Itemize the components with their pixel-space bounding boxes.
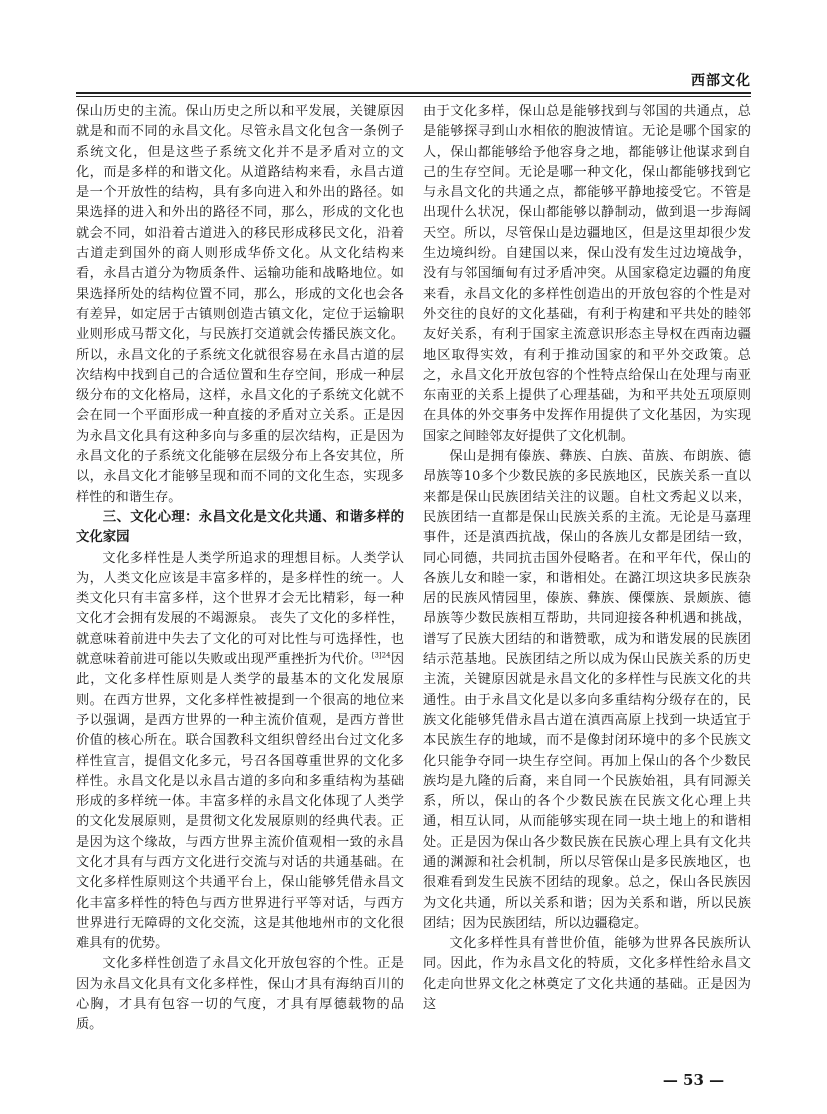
paragraph: 由于文化多样，保山总是能够找到与邻国的共通点，总是能够探寻到山水相依的胞波情谊。无论是哪个国家的人，保山都能够给予他容身之地，都能够让他谋求到自己的生存空间。无论是哪一种文化，保山都能够找到它与永昌文化的共通之点，都能够平静地接受它。不管是出现什么状况，保山都能够以静制动，做到退一步海阔天空。所以，尽管保山是边疆地区，但是这里却很少发生边境纠纷。自建国以来，保山没有发生过边境战争，没有与邻国缅甸有过矛盾冲突。从国家稳定边疆的角度来看，永昌文化的多样性创造出的开放包容的个性是对外交往的良好的文化基础，有利于构建和平共处的睦邻友好关系，有利于国家主流意识形态主导权在西南边疆地区取得实效，有利于推动国家的和平外交政策。总之，永昌文化开放包容的个性特点给保山在处理与南亚东南亚的关系上提供了心理基础，为和平共处五项原则在具体的外交事务中发挥作用提供了文化基因，为实现国家之间睦邻友好提供了文化机制。 bbox=[423, 104, 751, 444]
header-rule bbox=[76, 92, 751, 94]
paragraph: 保山历史的主流。保山历史之所以和平发展，关键原因就是和而不同的永昌文化。尽管永昌文化包含一条例子系统文化，但是这些子系统文化并不是矛盾对立的文化，而是多样的和谐文化。从道路结构来看，永昌古道是一个开放性的结构，具有多向进入和外出的路径。如果选择的进入和外出的路径不同，那么，形成的文化也就会不同，如沿着古道进入的移民形成移民文化，沿着古道走到国外的商人则形成华侨文化。从文化结构来看，永昌古道分为物质条件、运输功能和战略地位。如果选择所处的结构位置不同，那么，形成的文化也会各有差异，如定居于古镇则创造古镇文化，定位于运输职业则形成马帮文化，与民族打交道就会传播民族文化。所以，永昌文化的子系统文化就很容易在永昌古道的层次结构中找到自己的合适位置和生存空间，形成一种层级分布的文化格局，这样，永昌文化的子系统文化就不会在同一个平面形成一种直接的矛盾对立关系。正是因为永昌文化具有这种多向与多重的层次结构，正是因为永昌文化的子系统文化能够在层级分布上各安其位，所以，永昌文化才能够呈现和而不同的文化生态，实现多样性的和谐生存。 bbox=[76, 104, 404, 505]
left-column bbox=[76, 102, 404, 1057]
citation-ref: [3]24 bbox=[371, 651, 391, 660]
paragraph-text: 因此，文化多样性原则是人类学的最基本的文化发展原则。在西方世界，文化多样性被提到一个很高的地位来予以强调，是西方世界的一种主流价值观，是西方普世价值的核心所在。联合国教科文组织曾经出台过文化多样性宣言，提倡文化多元，号召各国尊重世界的文化多样性。永昌文化是以永昌古道的多向和多重结构为基础形成的多样统一体。丰富多样的永昌文化体现了人类学的文化发展原则，是贯彻文化发展原则的经典代表。正是因为这个缘故，与西方世界主流价值观相一致的永昌文化才具有与西方文化进行交流与对话的共通基础。在文化多样性原则这个共通平台上，保山能够凭借永昌文化丰富多样性的特色与西方世界进行平等对话，与西方世界进行无障碍的文化交流，这是其他地州市的文化很难具有的优势。 bbox=[76, 652, 404, 952]
section-label: 西部文化 bbox=[691, 73, 751, 89]
right-column bbox=[423, 102, 751, 1057]
page-number: — 53 — bbox=[662, 1071, 725, 1089]
header-rule-thin bbox=[76, 96, 751, 97]
section-heading: 三、文化心理：永昌文化是文化共通、和谐多样的文化家园 bbox=[76, 509, 404, 546]
paragraph: 保山是拥有傣族、彝族、白族、苗族、布朗族、德昂族等10多个少数民族的多民族地区，民族关系一直以来都是保山民族团结关注的议题。自杜文秀起义以来，民族团结一直都是保山民族关系的主流。无论是马嘉理事件，还是滇西抗战，保山的各族儿女都是团结一致，同心同德，共同抗击国外侵略者。在和平年代，保山的各族儿女和睦一家，和谐相处。在潞江坝这块多民族杂居的民族风情园里，傣族、彝族、傈僳族、景颇族、德昂族等少数民族相互帮助，共同迎接各种机遇和挑战，谱写了民族大团结的和谐赞歌，成为和谐发展的民族团结示范基地。民族团结之所以成为保山民族关系的历史主流，关键原因就是永昌文化的多样性与民族文化的共通性。由于永昌文化是以多向多重结构分级存在的，民族文化能够凭借永昌古道在滇西高原上找到一块适宜于本民族生存的地域，而不是像封闭环境中的多个民族文化只能争夺同一块生存空间。再加上保山的各个少数民族均是九隆的后裔，来自同一个民族始祖，具有同源关系，所以，保山的各个少数民族在民族文化心理上共通，相互认同，从而能够实现在同一块土地上的和谐相处。正是因为保山各少数民族在民族心理上具有文化共通的渊源和社会机制，所以尽管保山是多民族地区，也很难看到发生民族不团结的现象。总之，保山各民族因为文化共通，所以关系和谐；因为关系和谐，所以民族团结；因为民族团结，所以边疆稳定。 bbox=[423, 449, 751, 931]
paragraph-text: 文化多样性是人类学所追求的理想目标。人类学认为，人类文化应该是丰富多样的，是多样性的统一。人类文化只有丰富多样，这个世界才会无比精彩，每一种文化才会拥有发展的不竭源泉。 丧失了文化的多样性，就意味着前进中失去了文化的可对比性与可选择性，也就意味着前进可能以失败或出现严重挫折为代价。 bbox=[76, 550, 404, 668]
paragraph: 文化多样性创造了永昌文化开放包容的个性。正是因为永昌文化具有文化多样性，保山才具有海纳百川的心胸，才具有包容一切的气度，才具有厚德载物的品质。 bbox=[76, 956, 404, 1033]
paragraph: 文化多样性具有普世价值，能够为世界各民族所认同。因此，作为永昌文化的特质，文化多样性给永昌文化走向世界文化之林奠定了文化共通的基础。正是因为这 bbox=[423, 936, 751, 1013]
paragraph bbox=[76, 549, 404, 955]
